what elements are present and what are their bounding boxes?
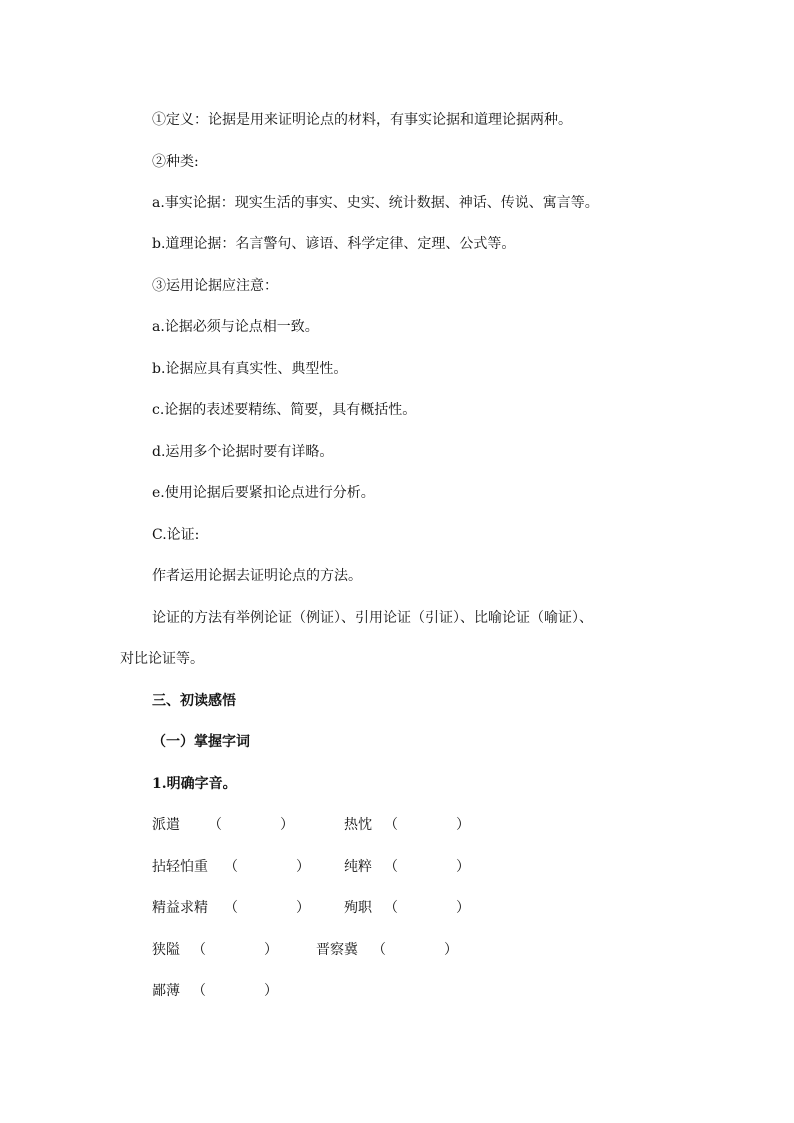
word-text: 派遣 (152, 817, 180, 833)
word-text: 狭隘 (152, 942, 180, 958)
word-item (152, 898, 208, 918)
bracket-close: ） (280, 817, 294, 833)
note-a: a.论据必须与论点相一致。 (152, 319, 319, 335)
word-text: 精益求精 (152, 900, 208, 916)
argumentation-methods-line1: 论证的方法有举例论证（例证）、引用论证（引证）、比喻论证（喻证）、 (152, 610, 593, 626)
bracket-open: （ (384, 817, 398, 833)
note-e: e.使用论据后要紧扣论点进行分析。 (152, 485, 375, 501)
word-text: 鄙薄 (152, 983, 180, 999)
word-text: 晋察冀 (316, 942, 358, 958)
fact-evidence-line: a.事实论据：现实生活的事实、史实、统计数据、神话、传说、寓言等。 (152, 195, 599, 211)
word-item (344, 857, 372, 877)
bracket-close: ） (456, 900, 470, 916)
section-heading: 三、初读感悟 (152, 693, 236, 709)
bracket-close: ） (444, 942, 458, 958)
bracket-open: （ (384, 900, 398, 916)
bracket-close: ） (456, 859, 470, 875)
reason-evidence-line: b.道理论据：名言警句、谚语、科学定律、定理、公式等。 (152, 236, 516, 252)
word-item (152, 940, 180, 960)
bracket-close: ） (296, 900, 310, 916)
word-item (344, 815, 372, 835)
argumentation-heading: C.论证: (152, 527, 200, 543)
bracket-open: （ (208, 817, 222, 833)
bracket-open: （ (224, 859, 238, 875)
note-b: b.论据应具有真实性、典型性。 (152, 361, 348, 377)
word-text: 殉职 (344, 900, 372, 916)
bracket-open: （ (224, 900, 238, 916)
word-item (152, 857, 208, 877)
attention-heading: ③运用论据应注意： (152, 278, 278, 294)
word-item (152, 981, 180, 1001)
definition-line: ①定义：论据是用来证明论点的材料，有事实论据和道理论据两种。 (152, 112, 572, 128)
note-c: c.论据的表述要精练、简要，具有概括性。 (152, 402, 417, 418)
word-item (316, 940, 358, 960)
bracket-close: ） (456, 817, 470, 833)
bracket-open: （ (192, 942, 206, 958)
bracket-close: ） (264, 942, 278, 958)
note-d: d.运用多个论据时要有详略。 (152, 444, 334, 460)
word-text: 纯粹 (344, 859, 372, 875)
word-item (344, 898, 372, 918)
bracket-open: （ (372, 942, 386, 958)
argumentation-methods-line2: 对比论证等。 (120, 651, 204, 667)
bracket-open: （ (384, 859, 398, 875)
argumentation-definition: 作者运用论据去证明论点的方法。 (152, 568, 362, 584)
subsection-heading: （一）掌握字词 (152, 734, 250, 750)
types-heading: ②种类: (152, 154, 199, 170)
task-heading: 1.明确字音。 (152, 776, 237, 792)
word-text: 热忱 (344, 817, 372, 833)
bracket-open: （ (192, 983, 206, 999)
bracket-close: ） (296, 859, 310, 875)
bracket-close: ） (264, 983, 278, 999)
word-text: 拈轻怕重 (152, 859, 208, 875)
word-item (152, 815, 180, 835)
